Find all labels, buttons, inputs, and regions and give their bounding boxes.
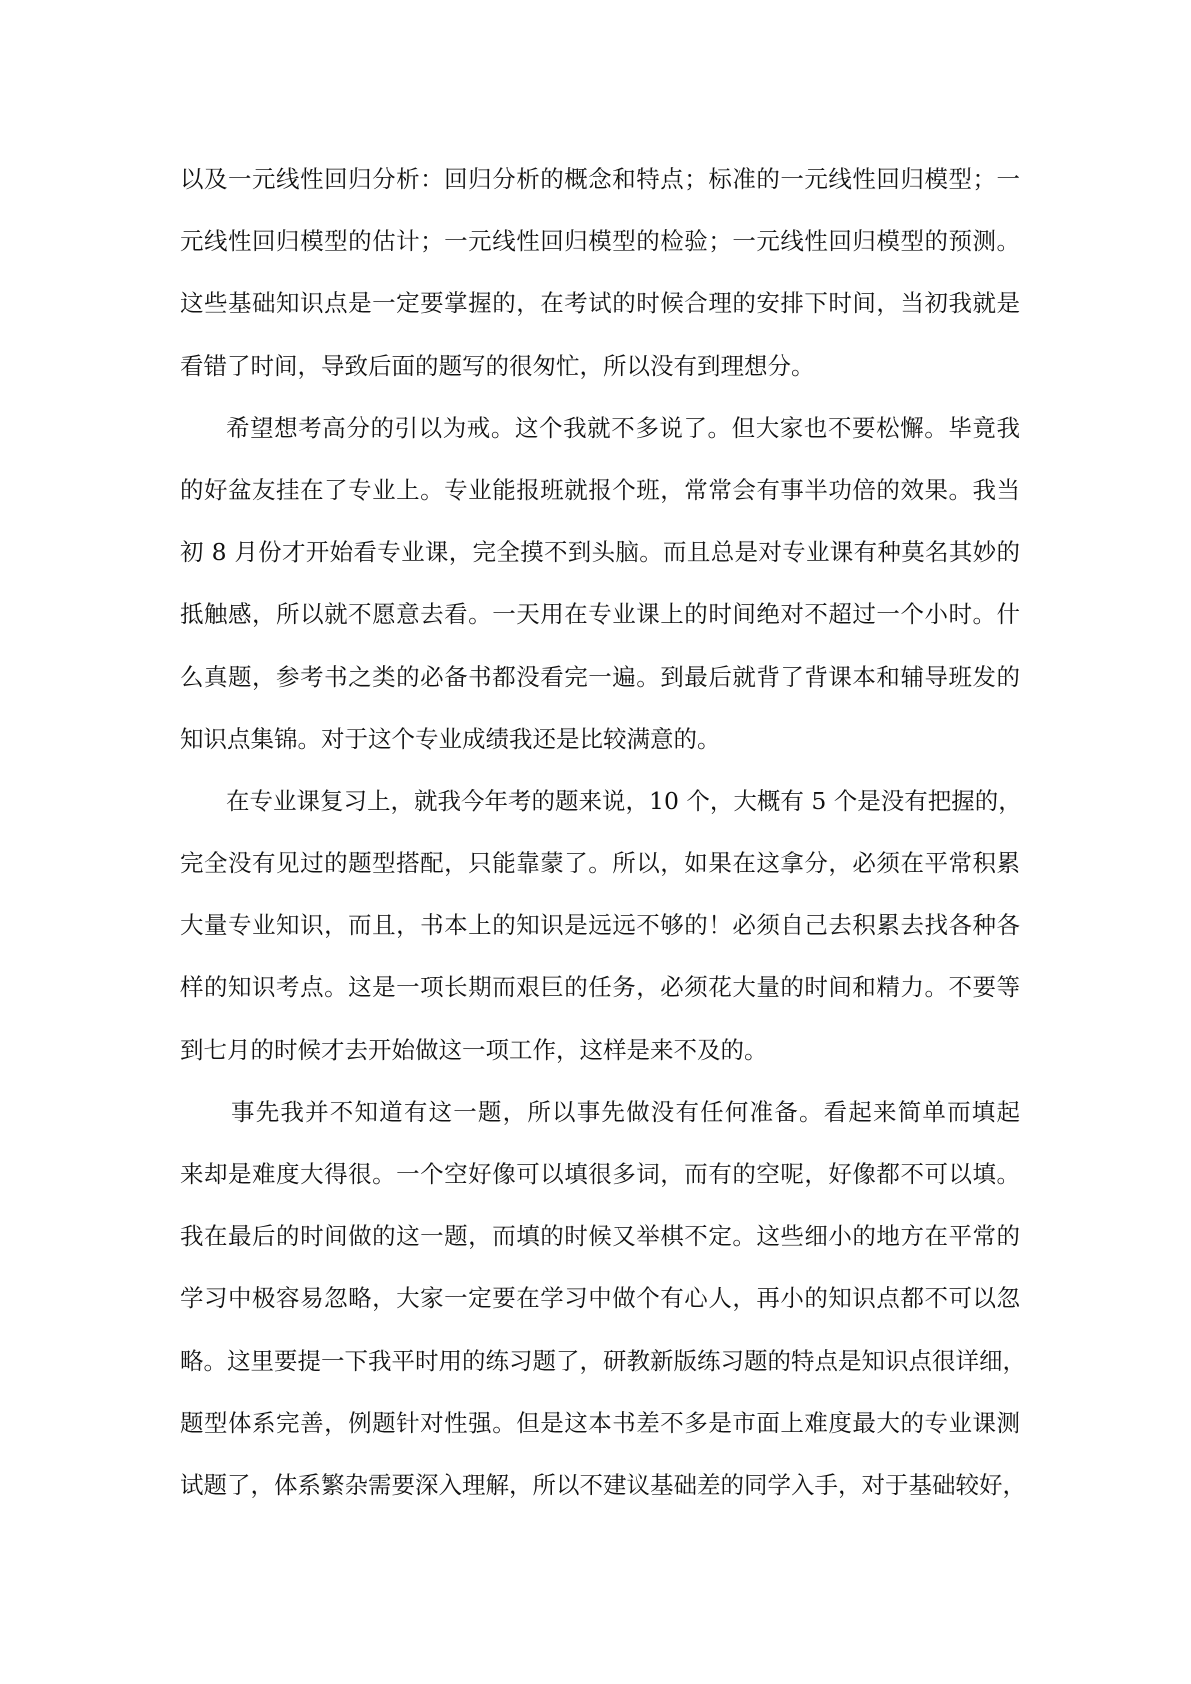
paragraph-4-line-2: 来却是难度大得很。一个空好像可以填很多词，而有的空呢，好像都不可以填。 xyxy=(180,1160,1020,1188)
paragraph-1-line-1: 以及一元线性回归分析：回归分析的概念和特点；标准的一元线性回归模型；一 xyxy=(180,165,1020,193)
paragraph-1-line-2: 元线性回归模型的估计；一元线性回归模型的检验；一元线性回归模型的预测。 xyxy=(180,227,1020,256)
paragraph-2-line-1: 希望想考高分的引以为戒。这个我就不多说了。但大家也不要松懈。毕竟我 xyxy=(226,413,1020,442)
paragraph-4-line-4: 学习中极容易忽略，大家一定要在学习中做个有心人，再小的知识点都不可以忽 xyxy=(180,1284,1020,1313)
document-body xyxy=(180,148,1026,1516)
paragraph-2-line-3: 初 8 月份才开始看专业课，完全摸不到头脑。而且总是对专业课有种莫名其妙的 xyxy=(180,538,1020,567)
paragraph-4-line-6: 题型体系完善，例题针对性强。但是这本书差不多是市面上难度最大的专业课测 xyxy=(180,1408,1020,1437)
paragraph-4-line-3: 我在最后的时间做的这一题，而填的时候又举棋不定。这些细小的地方在平常的 xyxy=(180,1222,1020,1251)
paragraph-3-line-4: 样的知识考点。这是一项长期而艰巨的任务，必须花大量的时间和精力。不要等 xyxy=(180,973,1020,1002)
paragraph-1-line-4: 看错了时间，导致后面的题写的很匆忙，所以没有到理想分。 xyxy=(180,351,815,380)
paragraph-2-line-2: 的好盆友挂在了专业上。专业能报班就报个班，常常会有事半功倍的效果。我当 xyxy=(180,475,1020,504)
paragraph-1-line-3: 这些基础知识点是一定要掌握的，在考试的时候合理的安排下时间，当初我就是 xyxy=(180,289,1020,318)
paragraph-3-line-1: 在专业课复习上，就我今年考的题来说，10 个，大概有 5 个是没有把握的， xyxy=(226,786,1022,815)
paragraph-3-line-3: 大量专业知识，而且，书本上的知识是远远不够的！必须自己去积累去找各种各 xyxy=(180,911,1020,940)
paragraph-4-line-5: 略。这里要提一下我平时用的练习题了，研教新版练习题的特点是知识点很详细， xyxy=(180,1346,1026,1375)
paragraph-2-line-4: 抵触感，所以就不愿意去看。一天用在专业课上的时间绝对不超过一个小时。什 xyxy=(180,600,1020,629)
paragraph-2-line-5: 么真题，参考书之类的必备书都没看完一遍。到最后就背了背课本和辅导班发的 xyxy=(180,662,1020,691)
paragraph-2-line-6: 知识点集锦。对于这个专业成绩我还是比较满意的。 xyxy=(180,724,721,753)
paragraph-4-line-1: 事先我并不知道有这一题，所以事先做没有任何准备。看起来简单而填起 xyxy=(231,1097,1020,1126)
paragraph-3-line-5: 到七月的时候才去开始做这一项工作，这样是来不及的。 xyxy=(180,1035,768,1064)
paragraph-3-line-2: 完全没有见过的题型搭配，只能靠蒙了。所以，如果在这拿分，必须在平常积累 xyxy=(180,849,1020,878)
paragraph-4-line-7: 试题了，体系繁杂需要深入理解，所以不建议基础差的同学入手，对于基础较好， xyxy=(180,1470,1026,1499)
